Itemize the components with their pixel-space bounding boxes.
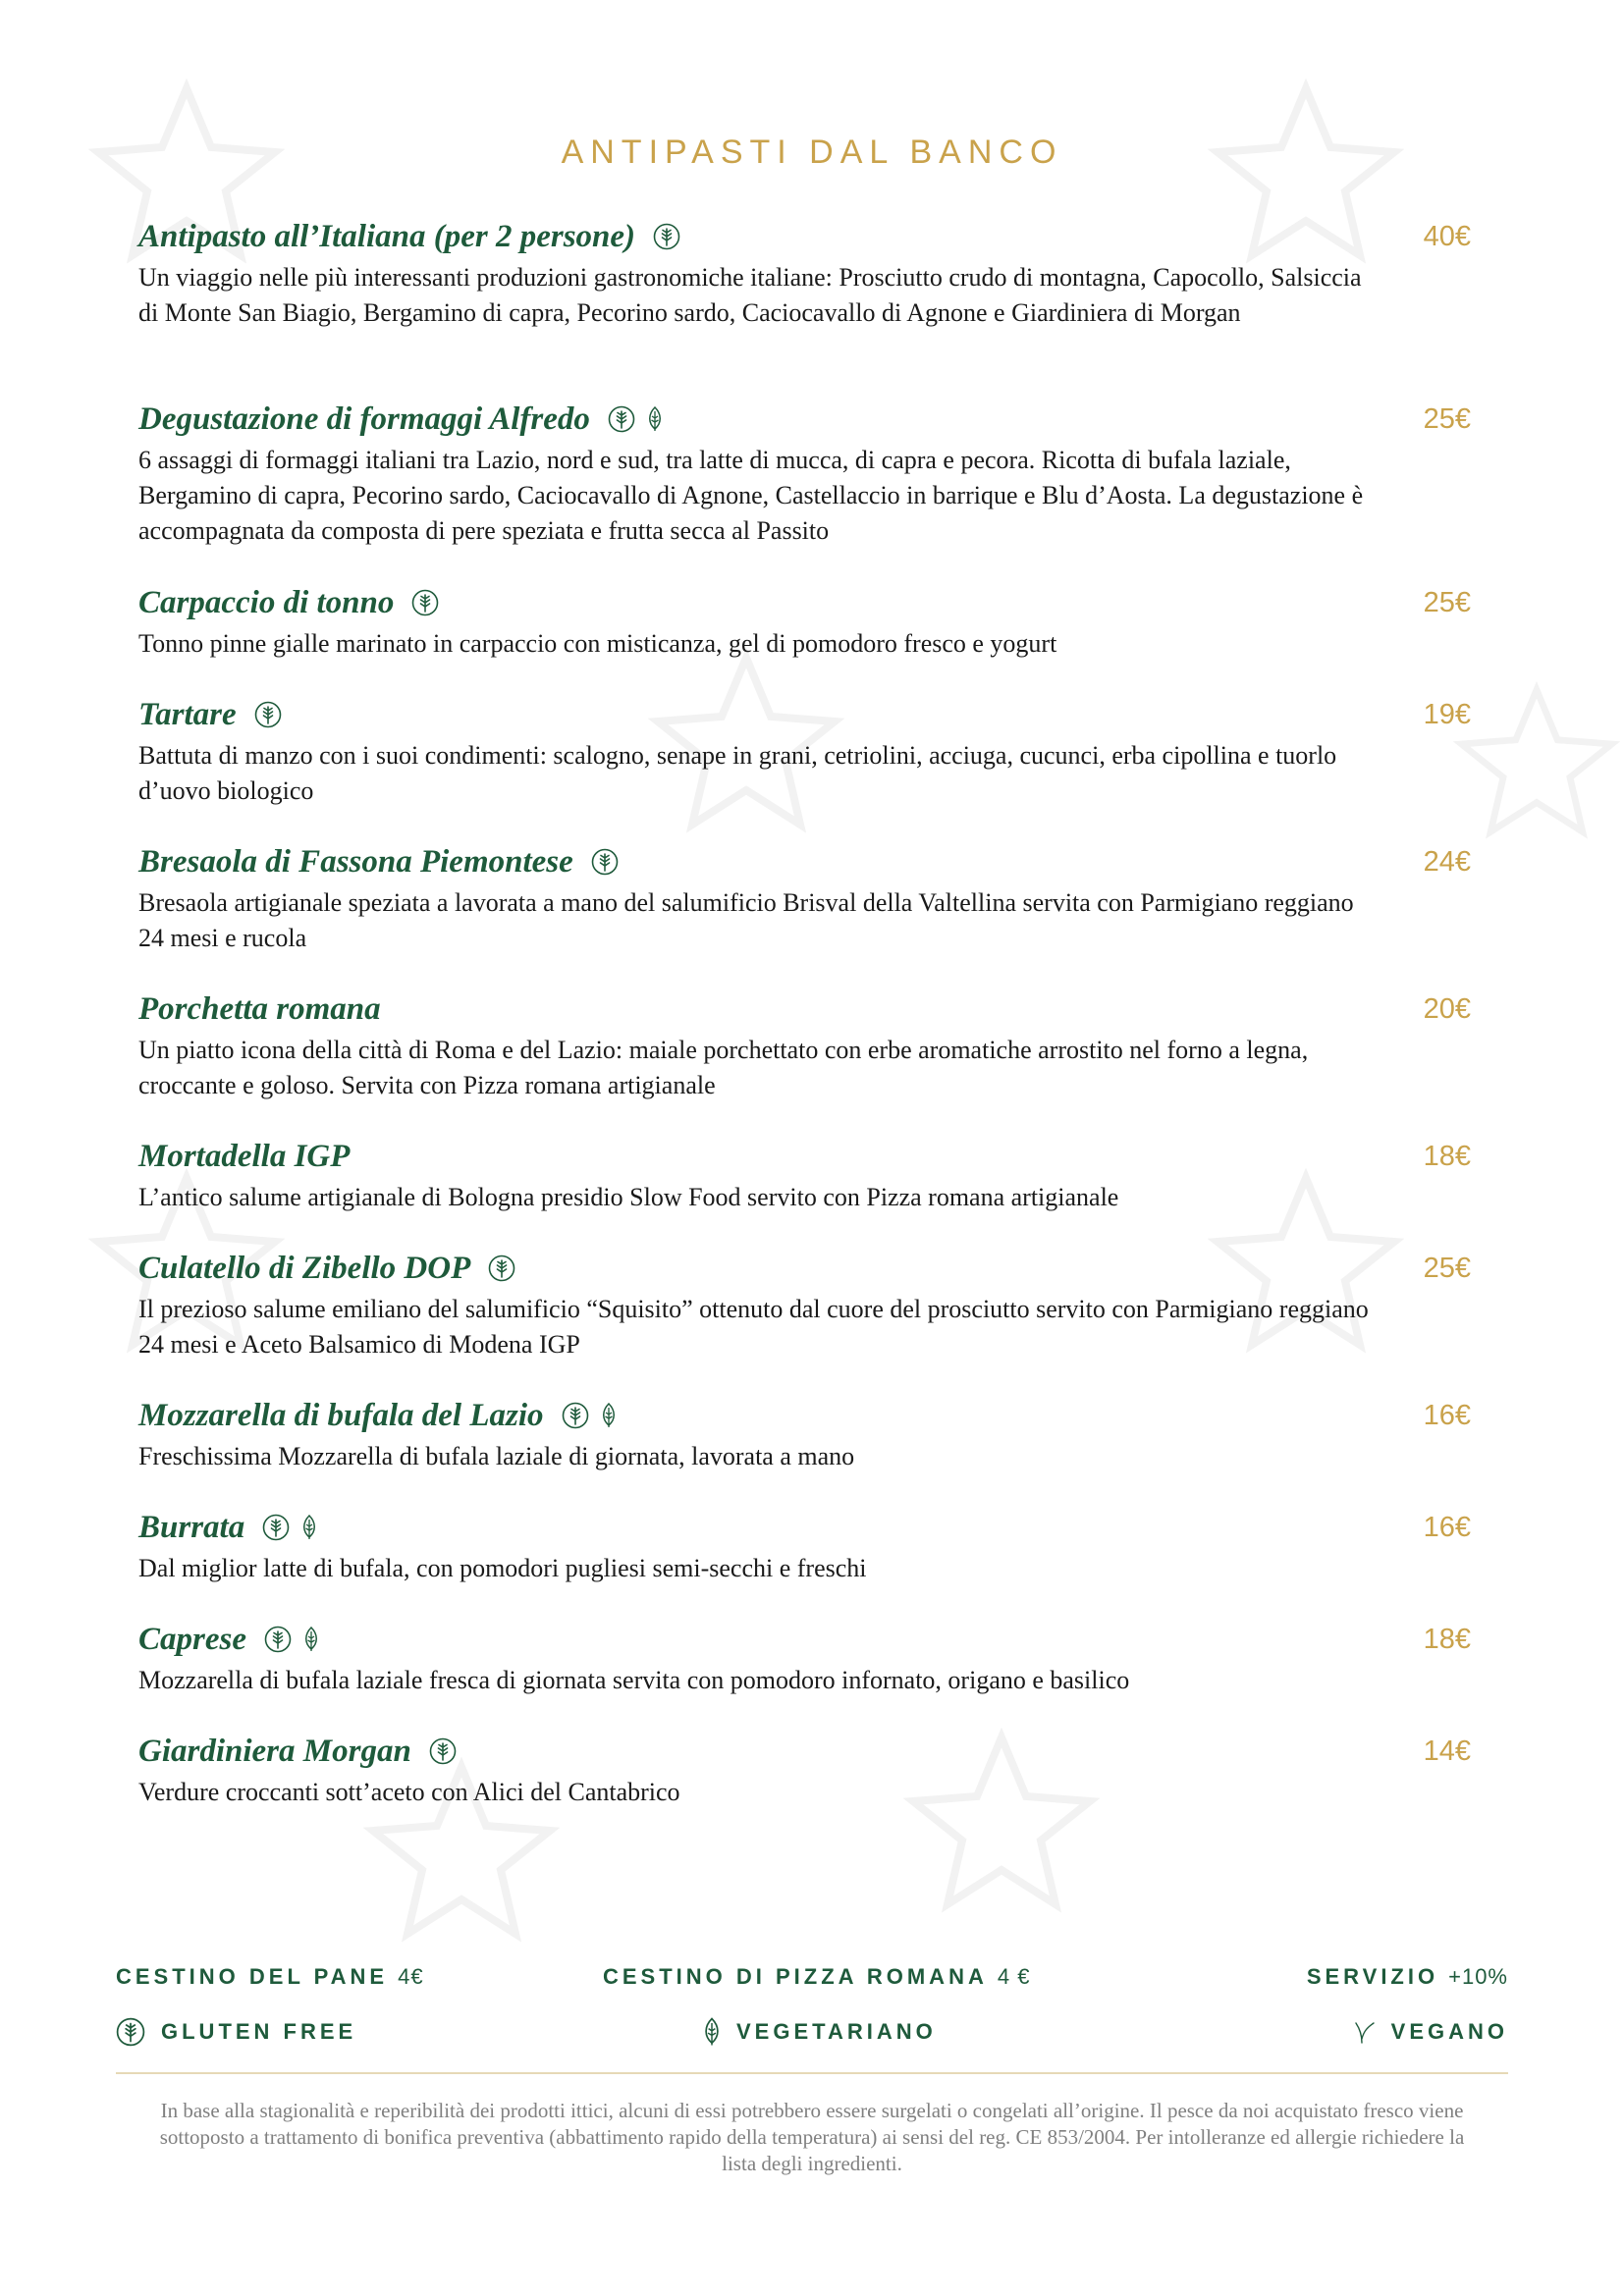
leaf-icon — [647, 406, 663, 432]
menu-item-header — [138, 1249, 1492, 1288]
menu-item-price: 19€ — [1423, 699, 1471, 730]
extras-row — [116, 1957, 1508, 1997]
menu-item-header — [138, 1137, 1492, 1176]
menu-item-price: 25€ — [1423, 403, 1471, 435]
menu-item-price: 25€ — [1423, 1253, 1471, 1284]
menu-item-header — [138, 695, 1492, 734]
menu-item-name: Mortadella IGP — [138, 1138, 351, 1174]
menu-item-header — [138, 989, 1492, 1029]
menu-item-header — [138, 217, 1492, 256]
section-title: ANTIPASTI DAL BANCO — [561, 133, 1063, 171]
menu-item-price: 18€ — [1423, 1624, 1471, 1655]
menu-item-price: 18€ — [1423, 1141, 1471, 1172]
gluten-free-icon — [653, 223, 680, 250]
menu-item — [138, 1508, 1492, 1586]
menu-item — [138, 1137, 1492, 1215]
menu-item — [138, 583, 1492, 662]
menu-item-price: 14€ — [1423, 1735, 1471, 1767]
menu-item-description: Un viaggio nelle più interessanti produzioni gastronomiche italiane: Prosciutto crudo di montagna, Capocollo, Salsiccia di Monte San Biagio, Bergamino di capra, Pecorino sardo, Caciocavallo di Agnone e Giardiniera di Morgan — [138, 263, 1362, 327]
menu-item-description: Un piatto icona della città di Roma e del Lazio: maiale porchettato con erbe aromatiche arrostito nel forno a legna, croccante e goloso. Servita con Pizza romana artigianale — [138, 1036, 1309, 1099]
bread-basket-price: 4€ — [398, 1964, 424, 1989]
menu-item-name: Giardiniera Morgan — [138, 1733, 411, 1769]
menu-item-description: L’antico salume artigianale di Bologna presidio Slow Food servito con Pizza romana artigianale — [138, 1183, 1119, 1211]
menu-item-name: Degustazione di formaggi Alfredo — [138, 400, 590, 437]
leaf-icon — [601, 1403, 617, 1428]
gluten-free-icon — [264, 1626, 292, 1653]
gluten-free-icon — [254, 701, 282, 728]
menu-item-price: 40€ — [1423, 221, 1471, 252]
menu-item-description: Dal miglior latte di bufala, con pomodori pugliesi semi-secchi e freschi — [138, 1554, 867, 1582]
menu-item-header — [138, 1396, 1492, 1435]
menu-item-name: Culatello di Zibello DOP — [138, 1250, 471, 1286]
legend-vegan — [1354, 2012, 1508, 2052]
menu-item — [138, 695, 1492, 809]
menu-item-header — [138, 400, 1492, 439]
leaf-icon — [301, 1515, 317, 1540]
legend-gluten-free — [116, 2012, 356, 2052]
menu-item — [138, 400, 1492, 549]
menu-item-name: Mozzarella di bufala del Lazio — [138, 1397, 544, 1433]
bread-basket-label: CESTINO DEL PANE — [116, 1964, 389, 1989]
leaf-icon — [703, 2017, 721, 2047]
gluten-free-icon — [488, 1255, 515, 1282]
menu-item-description: 6 assaggi di formaggi italiani tra Lazio, nord e sud, tra latte di mucca, di capra e pecora. Ricotta di bufala laziale, Bergamino di capra, Pecorino sardo, Caciocavallo di Agnone, Castellaccio in barrique e Blu d’Aosta. La degustazione è accompagnata da composta di pere speziata e frutta secca al Passito — [138, 446, 1364, 545]
menu-item — [138, 1396, 1492, 1474]
leaf-icon — [303, 1627, 319, 1652]
service-charge — [1307, 1957, 1508, 1997]
menu-item-description: Verdure croccanti sott’aceto con Alici del Cantabrico — [138, 1778, 680, 1806]
menu-item-name: Tartare — [138, 696, 237, 732]
sprout-icon — [1354, 2019, 1376, 2045]
legend-row — [116, 2012, 1508, 2052]
legend-vegetarian-label: VEGETARIANO — [736, 2019, 937, 2044]
menu-item — [138, 1620, 1492, 1698]
gluten-free-icon — [429, 1737, 457, 1765]
menu-item — [138, 989, 1492, 1103]
menu-item-name: Caprese — [138, 1621, 246, 1657]
legend-vegan-label: VEGANO — [1390, 2019, 1508, 2044]
menu-item-header — [138, 1508, 1492, 1547]
gluten-free-icon — [116, 2017, 145, 2047]
menu-item-description: Battuta di manzo con i suoi condimenti: scalogno, senape in grani, cetriolini, acciuga, cucunci, erba cipollina e tuorlo d’uovo biologico — [138, 741, 1337, 805]
menu-item-price: 24€ — [1423, 846, 1471, 878]
pizza-basket-price: 4 € — [997, 1964, 1031, 1989]
bread-basket — [116, 1957, 424, 1997]
gluten-free-icon — [411, 589, 439, 616]
menu-item-description: Il prezioso salume emiliano del salumificio “Squisito” ottenuto dal cuore del prosciutto servito con Parmigiano reggiano 24 mesi e Aceto Balsamico di Modena IGP — [138, 1295, 1369, 1359]
menu-item-header — [138, 583, 1492, 622]
menu-item-name: Burrata — [138, 1509, 245, 1545]
menu-item-price: 16€ — [1423, 1400, 1471, 1431]
menu-item-description: Mozzarella di bufala laziale fresca di giornata servita con pomodoro infornato, origano e basilico — [138, 1666, 1130, 1694]
menu-item-name: Porchetta romana — [138, 990, 381, 1027]
menu-item-description: Tonno pinne gialle marinato in carpaccio con misticanza, gel di pomodoro fresco e yogurt — [138, 629, 1057, 658]
menu-item-header — [138, 1732, 1492, 1771]
gluten-free-icon — [591, 848, 619, 876]
gluten-free-icon — [562, 1402, 589, 1429]
disclaimer-text: In base alla stagionalità e reperibilità dei prodotti ittici, alcuni di essi potrebbero essere surgelati o congelati all’origine. Il pesce da noi acquistato fresco viene sottoposto a trattamento di bonifica preventiva (abbattimento rapido della temperatura) ai sensi del reg. CE 853/2004. Per intolleranze ed allergie richiedere la lista degli ingredienti. — [159, 2099, 1465, 2175]
service-charge-label: SERVIZIO — [1306, 1964, 1439, 1989]
menu-item-price: 16€ — [1423, 1512, 1471, 1543]
menu-item — [138, 842, 1492, 956]
service-charge-value: +10% — [1448, 1964, 1508, 1989]
menu-item — [138, 1249, 1492, 1362]
menu-item — [138, 1732, 1492, 1810]
menu-item-description: Freschissima Mozzarella di bufala laziale di giornata, lavorata a mano — [138, 1442, 855, 1470]
menu-item-header — [138, 842, 1492, 881]
pizza-basket — [603, 1957, 1030, 1997]
menu-item-name: Carpaccio di tonno — [138, 584, 395, 620]
gluten-free-icon — [262, 1514, 290, 1541]
menu-item-header — [138, 1620, 1492, 1659]
legend-gluten-free-label: GLUTEN FREE — [161, 2019, 357, 2044]
gluten-free-icon — [608, 405, 635, 433]
menu-item-price: 25€ — [1423, 587, 1471, 618]
menu-item — [138, 217, 1492, 331]
menu-item-price: 20€ — [1423, 993, 1471, 1025]
menu-item-name: Antipasto all’Italiana (per 2 persone) — [138, 218, 636, 254]
pizza-basket-label: CESTINO DI PIZZA ROMANA — [603, 1964, 988, 1989]
menu-item-name: Bresaola di Fassona Piemontese — [138, 843, 573, 880]
footer-divider — [116, 2072, 1508, 2074]
menu-item-description: Bresaola artigianale speziata a lavorata a mano del salumificio Brisval della Valtellina servita con Parmigiano reggiano 24 mesi e rucola — [138, 888, 1354, 952]
legend-vegetarian — [703, 2012, 937, 2052]
